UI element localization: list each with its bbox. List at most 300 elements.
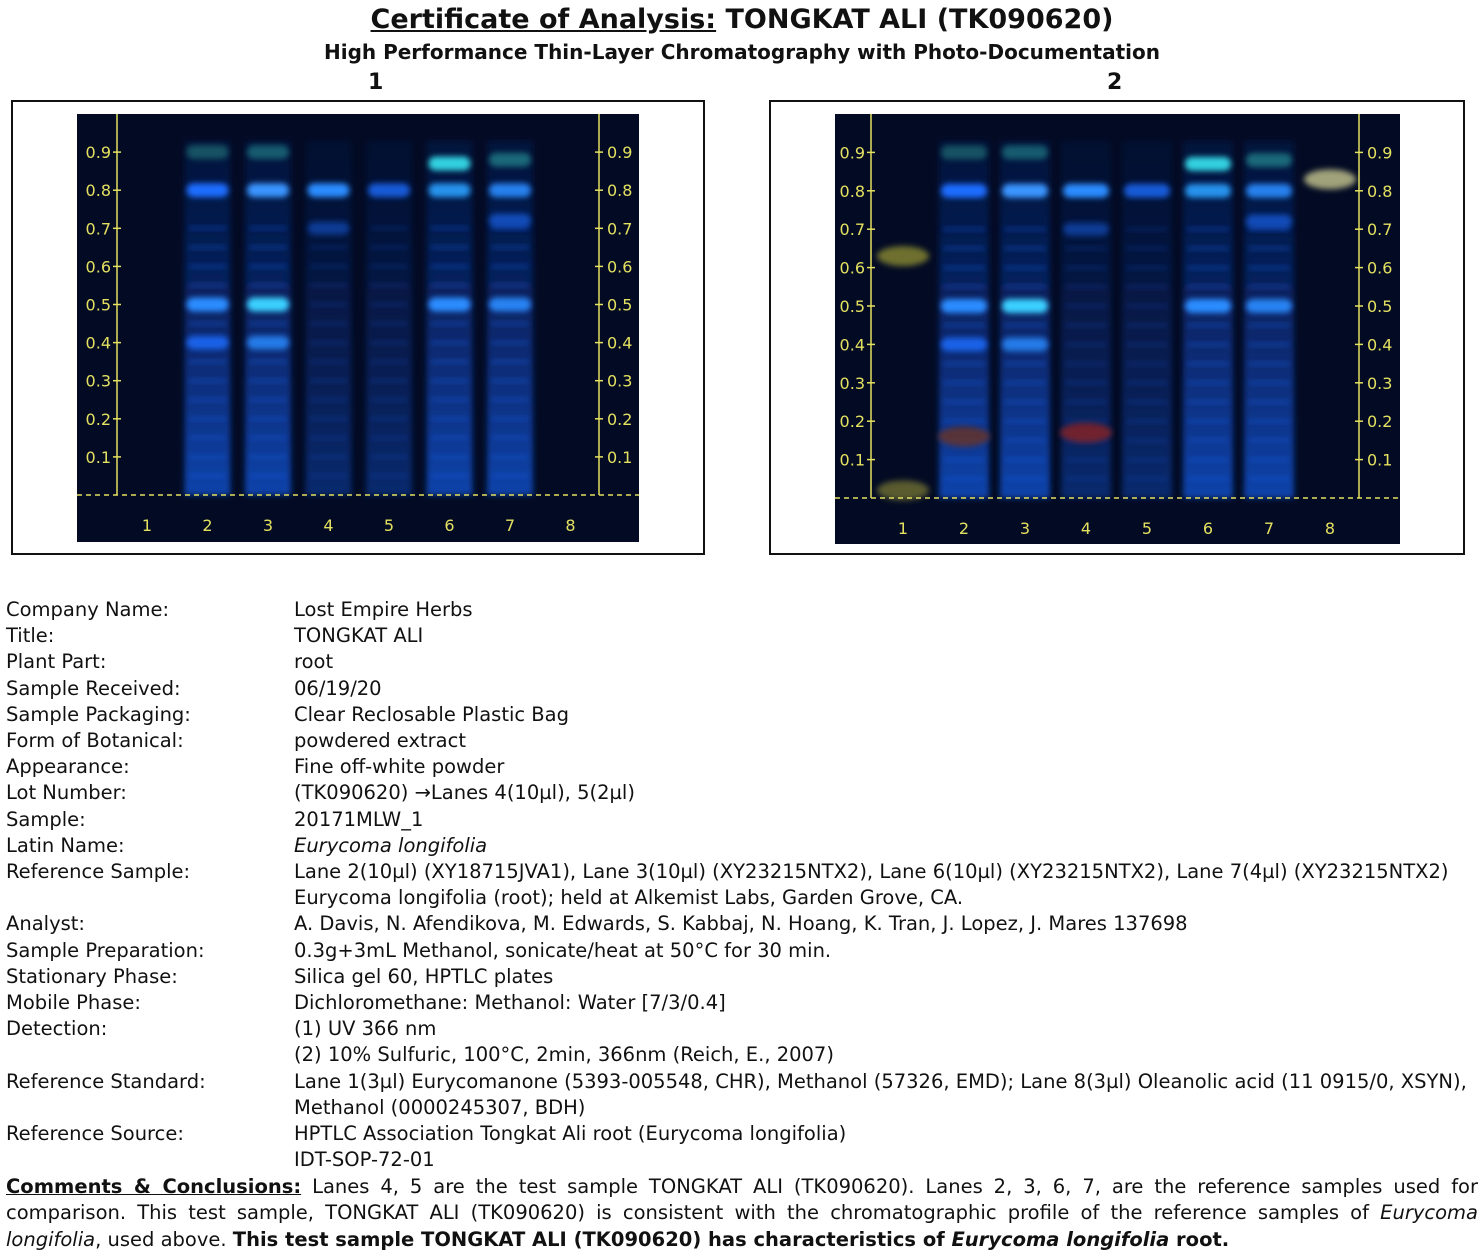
- minor-band: [943, 400, 985, 404]
- minor-band: [431, 226, 469, 230]
- field-row: [6, 964, 1476, 990]
- field-label: Detection:: [6, 1017, 108, 1041]
- minor-band: [189, 398, 227, 402]
- major-band: [1063, 222, 1109, 236]
- field-label: Plant Part:: [6, 650, 107, 674]
- minor-band: [1126, 266, 1168, 270]
- minor-band: [943, 381, 985, 385]
- minor-band: [249, 379, 287, 383]
- minor-band: [370, 398, 408, 402]
- major-band: [1002, 337, 1048, 351]
- colored-spot: [1304, 169, 1356, 189]
- field-value-continuation: (2) 10% Sulfuric, 100°C, 2min, 366nm (Reich, E., 2007): [294, 1043, 834, 1067]
- minor-band: [1187, 323, 1229, 327]
- tlc-plate-svg: [77, 114, 639, 542]
- minor-band: [431, 455, 469, 459]
- lane-label: 2: [958, 519, 970, 538]
- major-band: [247, 336, 289, 350]
- field-label: Title:: [6, 624, 55, 648]
- field-value: HPTLC Association Tongkat Ali root (Eurycoma longifolia): [294, 1122, 847, 1146]
- minor-band: [370, 264, 408, 268]
- minor-band: [310, 379, 348, 383]
- major-band: [941, 299, 987, 313]
- minor-band: [431, 245, 469, 249]
- rf-tick-label: 0.1: [1367, 450, 1393, 470]
- lane-label: 2: [202, 516, 213, 535]
- minor-band: [1065, 477, 1107, 481]
- minor-band: [491, 264, 529, 268]
- rf-tick-label: 0.4: [839, 335, 865, 355]
- title-underlined: Certificate of Analysis:: [370, 4, 717, 35]
- field-value: TONGKAT ALI: [294, 624, 424, 648]
- minor-band: [431, 474, 469, 478]
- minor-band: [189, 360, 227, 364]
- field-value: 20171MLW_1: [294, 807, 424, 831]
- minor-band: [1248, 438, 1290, 442]
- lane-label: 1: [897, 519, 909, 538]
- minor-band: [431, 283, 469, 287]
- minor-band: [1248, 400, 1290, 404]
- field-value: root: [294, 650, 334, 674]
- minor-band: [310, 474, 348, 478]
- field-label: Latin Name:: [6, 833, 125, 857]
- field-label: Sample Preparation:: [6, 938, 205, 962]
- minor-band: [189, 417, 227, 421]
- rf-tick-label: 0.6: [839, 258, 865, 278]
- field-value: (TK090620) →Lanes 4(10µl), 5(2µl): [294, 781, 635, 805]
- major-band: [1246, 299, 1292, 313]
- major-band: [247, 298, 289, 312]
- minor-band: [310, 436, 348, 440]
- lane-label: 6: [1202, 519, 1214, 538]
- major-band: [1246, 215, 1292, 229]
- minor-band: [370, 417, 408, 421]
- analysis-fields: [6, 597, 1476, 1173]
- document-title: [0, 4, 1484, 35]
- field-row: [6, 754, 1476, 780]
- field-row: [6, 911, 1476, 937]
- field-value: 06/19/20: [294, 676, 382, 700]
- minor-band: [370, 341, 408, 345]
- minor-band: [370, 360, 408, 364]
- conclusion-latin: Eurycoma longifolia: [951, 1227, 1170, 1251]
- minor-band: [1187, 342, 1229, 346]
- minor-band: [370, 379, 408, 383]
- field-row: [6, 597, 1476, 623]
- major-band: [489, 298, 531, 312]
- minor-band: [1126, 246, 1168, 250]
- field-value: (1) UV 366 nm: [294, 1017, 437, 1041]
- minor-band: [431, 436, 469, 440]
- lane-label: 4: [1080, 519, 1092, 538]
- minor-band: [431, 398, 469, 402]
- minor-band: [310, 303, 348, 307]
- rf-tick-label: 0.3: [607, 371, 633, 391]
- minor-band: [491, 455, 529, 459]
- major-band: [308, 183, 350, 197]
- rf-tick-label: 0.2: [839, 412, 865, 432]
- rf-tick-label: 0.1: [839, 450, 865, 470]
- minor-band: [1126, 477, 1168, 481]
- minor-band: [491, 436, 529, 440]
- lane-label: 6: [444, 516, 455, 535]
- minor-band: [1065, 246, 1107, 250]
- field-row: [6, 1121, 1476, 1147]
- minor-band: [431, 322, 469, 326]
- major-band: [941, 337, 987, 351]
- minor-band: [1248, 266, 1290, 270]
- field-label: Sample Received:: [6, 676, 181, 700]
- minor-band: [249, 245, 287, 249]
- minor-band: [189, 226, 227, 230]
- rf-tick-label: 0.5: [1367, 297, 1393, 316]
- major-band: [1185, 184, 1231, 198]
- minor-band: [943, 477, 985, 481]
- minor-band: [491, 474, 529, 478]
- lane-label: 8: [1324, 519, 1336, 538]
- minor-band: [1187, 246, 1229, 250]
- minor-band: [1065, 342, 1107, 346]
- field-row: [6, 676, 1476, 702]
- minor-band: [1187, 285, 1229, 289]
- minor-band: [310, 360, 348, 364]
- minor-band: [491, 360, 529, 364]
- colored-spot: [1060, 423, 1112, 443]
- minor-band: [943, 266, 985, 270]
- minor-band: [1004, 227, 1046, 231]
- minor-band: [310, 341, 348, 345]
- field-row: [6, 990, 1476, 1016]
- major-band: [489, 214, 531, 228]
- major-band: [1246, 153, 1292, 167]
- lane-label: 4: [323, 516, 334, 535]
- minor-band: [1248, 362, 1290, 366]
- rf-tick-label: 0.7: [839, 220, 865, 240]
- major-band: [941, 145, 987, 159]
- minor-band: [310, 283, 348, 287]
- conclusion-text-1: This test sample TONGKAT ALI (TK090620) has characteristics of: [232, 1227, 952, 1251]
- minor-band: [943, 246, 985, 250]
- field-value-continuation: IDT-SOP-72-01: [294, 1148, 435, 1172]
- lane-label: 7: [1263, 519, 1275, 538]
- minor-band: [1126, 342, 1168, 346]
- field-label: Reference Source:: [6, 1122, 184, 1146]
- minor-band: [431, 341, 469, 345]
- minor-band: [431, 417, 469, 421]
- rf-tick-label: 0.1: [85, 447, 111, 467]
- rf-tick-label: 0.9: [607, 143, 633, 163]
- minor-band: [1004, 477, 1046, 481]
- minor-band: [1187, 227, 1229, 231]
- field-label: Sample:: [6, 807, 86, 831]
- rf-tick-label: 0.6: [85, 257, 111, 277]
- minor-band: [189, 264, 227, 268]
- minor-band: [1248, 381, 1290, 385]
- minor-band: [943, 323, 985, 327]
- field-value: powdered extract: [294, 729, 466, 753]
- minor-band: [491, 398, 529, 402]
- rf-tick-label: 0.8: [85, 181, 111, 201]
- rf-tick-label: 0.4: [1367, 335, 1393, 355]
- rf-tick-label: 0.5: [85, 295, 111, 315]
- field-value: Lane 1(3µl) Eurycomanone (5393-005548, CHR), Methanol (57326, EMD); Lane 8(3µl) Oleanolic acid (11 0915/0, XSYN), Methanol (0000245307, BDH): [294, 1069, 1467, 1119]
- lane-label: 3: [262, 516, 274, 535]
- tlc-plate-2-image: [835, 114, 1400, 544]
- rf-tick-label: 0.7: [607, 219, 633, 239]
- minor-band: [1126, 285, 1168, 289]
- minor-band: [491, 322, 529, 326]
- major-band: [187, 336, 229, 350]
- minor-band: [310, 417, 348, 421]
- minor-band: [1065, 285, 1107, 289]
- rf-tick-label: 0.2: [607, 409, 633, 429]
- minor-band: [1004, 323, 1046, 327]
- comments-conclusion: [233, 1228, 1229, 1251]
- minor-band: [310, 264, 348, 268]
- major-band: [187, 145, 229, 159]
- minor-band: [943, 419, 985, 423]
- comments-latin-1: Eurycoma longifolia: [6, 1201, 1478, 1251]
- minor-band: [1187, 458, 1229, 462]
- comments-conclusions: [6, 1174, 1478, 1253]
- rf-tick-label: 0.8: [607, 181, 633, 201]
- minor-band: [1004, 438, 1046, 442]
- minor-band: [370, 436, 408, 440]
- minor-band: [1065, 419, 1107, 423]
- rf-tick-label: 0.9: [839, 143, 865, 163]
- field-label: Analyst:: [6, 912, 85, 936]
- minor-band: [310, 245, 348, 249]
- minor-band: [1126, 304, 1168, 308]
- major-band: [308, 221, 350, 235]
- minor-band: [249, 455, 287, 459]
- field-label: Mobile Phase:: [6, 991, 141, 1015]
- minor-band: [1126, 323, 1168, 327]
- comments-text-2: , used above.: [95, 1227, 233, 1251]
- major-band: [1002, 145, 1048, 159]
- minor-band: [431, 360, 469, 364]
- title-rest: TONGKAT ALI (TK090620): [716, 4, 1114, 35]
- rf-tick-label: 0.1: [607, 447, 633, 467]
- minor-band: [189, 283, 227, 287]
- minor-band: [1248, 323, 1290, 327]
- minor-band: [189, 322, 227, 326]
- field-label: Company Name:: [6, 598, 170, 621]
- minor-band: [1187, 381, 1229, 385]
- field-row: [6, 833, 1476, 859]
- rf-tick-label: 0.3: [85, 371, 111, 391]
- minor-band: [249, 436, 287, 440]
- field-value: Dichloromethane: Methanol: Water [7/3/0.4]: [294, 991, 726, 1015]
- major-band: [187, 298, 229, 312]
- minor-band: [1004, 458, 1046, 462]
- minor-band: [1248, 246, 1290, 250]
- lane-label: 8: [565, 516, 576, 535]
- rf-tick-label: 0.8: [839, 181, 865, 201]
- major-band: [429, 157, 471, 171]
- major-band: [247, 145, 289, 159]
- minor-band: [310, 322, 348, 326]
- field-row: [6, 649, 1476, 675]
- field-label: Lot Number:: [6, 781, 127, 805]
- minor-band: [431, 379, 469, 383]
- major-band: [1185, 157, 1231, 171]
- minor-band: [491, 341, 529, 345]
- field-label: Sample Packaging:: [6, 702, 191, 726]
- minor-band: [1065, 458, 1107, 462]
- minor-band: [1004, 266, 1046, 270]
- minor-band: [189, 245, 227, 249]
- rf-tick-label: 0.9: [1367, 143, 1393, 163]
- major-band: [941, 184, 987, 198]
- plate-1-number: 1: [368, 70, 384, 95]
- field-value-continuation: Eurycoma longifolia (root); held at Alkemist Labs, Garden Grove, CA.: [294, 886, 964, 910]
- minor-band: [1187, 438, 1229, 442]
- minor-band: [1065, 304, 1107, 308]
- field-label: Stationary Phase:: [6, 964, 178, 988]
- rf-tick-label: 0.6: [607, 257, 633, 277]
- field-value: Lane 2(10µl) (XY18715JVA1), Lane 3(10µl) (XY23215NTX2), Lane 6(10µl) (XY23215NTX2), Lane 7(4µl) (XY23215NTX2): [294, 860, 1449, 884]
- minor-band: [249, 264, 287, 268]
- major-band: [1063, 184, 1109, 198]
- minor-band: [1004, 381, 1046, 385]
- minor-band: [431, 264, 469, 268]
- minor-band: [249, 417, 287, 421]
- field-label: Reference Standard:: [6, 1069, 206, 1093]
- comments-heading: Comments & Conclusions:: [6, 1175, 302, 1198]
- minor-band: [491, 245, 529, 249]
- minor-band: [1248, 458, 1290, 462]
- minor-band: [1187, 362, 1229, 366]
- lane-label: 5: [383, 516, 395, 535]
- minor-band: [370, 283, 408, 287]
- rf-tick-label: 0.7: [1367, 220, 1393, 240]
- minor-band: [189, 455, 227, 459]
- minor-band: [943, 362, 985, 366]
- minor-band: [370, 474, 408, 478]
- field-value: 0.3g+3mL Methanol, sonicate/heat at 50°C for 30 min.: [294, 938, 832, 962]
- minor-band: [370, 303, 408, 307]
- minor-band: [1248, 477, 1290, 481]
- minor-band: [1126, 362, 1168, 366]
- rf-tick-label: 0.4: [607, 333, 633, 353]
- document-subtitle: High Performance Thin-Layer Chromatography with Photo-Documentation: [323, 40, 1161, 64]
- minor-band: [1065, 400, 1107, 404]
- major-band: [1246, 184, 1292, 198]
- rf-tick-label: 0.2: [85, 409, 111, 429]
- minor-band: [491, 379, 529, 383]
- minor-band: [491, 283, 529, 287]
- minor-band: [249, 226, 287, 230]
- rf-tick-label: 0.5: [607, 295, 633, 315]
- minor-band: [249, 360, 287, 364]
- minor-band: [310, 398, 348, 402]
- plate-1-frame: [11, 100, 705, 555]
- rf-tick-label: 0.2: [1367, 412, 1393, 432]
- minor-band: [310, 455, 348, 459]
- plate-2-frame: [769, 100, 1465, 555]
- field-value: A. Davis, N. Afendikova, M. Edwards, S. Kabbaj, N. Hoang, K. Tran, J. Lopez, J. Mares 137698: [294, 912, 1188, 936]
- minor-band: [1126, 227, 1168, 231]
- field-value: Silica gel 60, HPTLC plates: [294, 964, 554, 988]
- rf-tick-label: 0.9: [85, 143, 111, 163]
- minor-band: [1004, 362, 1046, 366]
- minor-band: [1248, 419, 1290, 423]
- minor-band: [1065, 266, 1107, 270]
- minor-band: [1004, 246, 1046, 250]
- minor-band: [1004, 400, 1046, 404]
- rf-tick-label: 0.6: [1367, 258, 1393, 278]
- minor-band: [189, 436, 227, 440]
- minor-band: [1126, 458, 1168, 462]
- lane-label: 1: [141, 516, 153, 535]
- minor-band: [249, 322, 287, 326]
- major-band: [1002, 184, 1048, 198]
- field-row: [6, 728, 1476, 754]
- field-row: [6, 1069, 1476, 1121]
- major-band: [429, 298, 471, 312]
- minor-band: [1126, 438, 1168, 442]
- field-row: [6, 859, 1476, 885]
- rf-tick-label: 0.5: [839, 297, 865, 316]
- major-band: [429, 183, 471, 197]
- conclusion-text-2: root.: [1169, 1227, 1230, 1251]
- major-band: [368, 183, 410, 197]
- minor-band: [1187, 477, 1229, 481]
- plate-2-number: 2: [1107, 70, 1123, 95]
- minor-band: [249, 474, 287, 478]
- minor-band: [1126, 400, 1168, 404]
- minor-band: [1187, 400, 1229, 404]
- major-band: [187, 183, 229, 197]
- field-row: [6, 702, 1476, 728]
- major-band: [1124, 184, 1170, 198]
- major-band: [489, 153, 531, 167]
- field-value: Clear Reclosable Plastic Bag: [294, 702, 570, 726]
- minor-band: [1004, 285, 1046, 289]
- minor-band: [249, 283, 287, 287]
- field-label: Reference Sample:: [6, 860, 191, 884]
- minor-band: [370, 322, 408, 326]
- field-label: Appearance:: [6, 755, 130, 779]
- major-band: [489, 183, 531, 197]
- minor-band: [943, 458, 985, 462]
- minor-band: [1065, 323, 1107, 327]
- rf-tick-label: 0.3: [839, 373, 865, 393]
- minor-band: [943, 285, 985, 289]
- minor-band: [370, 455, 408, 459]
- field-row: [6, 807, 1476, 833]
- rf-tick-label: 0.8: [1367, 181, 1393, 201]
- field-row: [6, 938, 1476, 964]
- minor-band: [249, 398, 287, 402]
- rf-tick-label: 0.4: [85, 333, 111, 353]
- colored-spot: [938, 427, 990, 447]
- field-label: Form of Botanical:: [6, 729, 184, 753]
- minor-band: [943, 227, 985, 231]
- minor-band: [189, 474, 227, 478]
- minor-band: [370, 245, 408, 249]
- minor-band: [1248, 285, 1290, 289]
- lane-label: 5: [1141, 519, 1153, 538]
- field-value: Fine off-white powder: [294, 755, 505, 779]
- minor-band: [1248, 342, 1290, 346]
- major-band: [1185, 299, 1231, 313]
- minor-band: [1126, 381, 1168, 385]
- major-band: [247, 183, 289, 197]
- field-value: Lost Empire Herbs: [294, 598, 473, 621]
- colored-spot: [877, 246, 929, 266]
